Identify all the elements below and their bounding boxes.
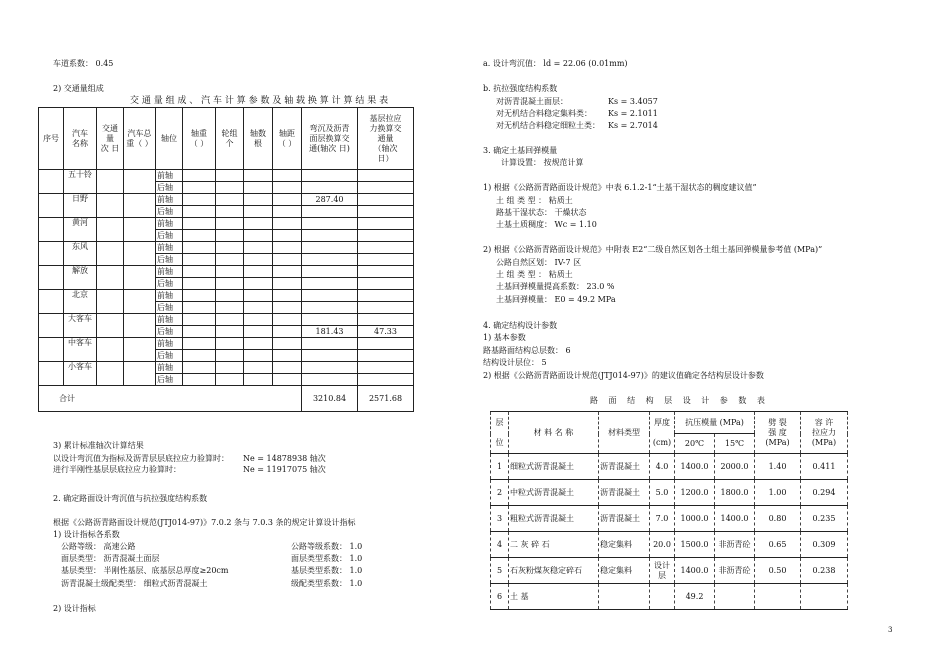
t1-empty-cell: [97, 338, 124, 362]
t1-seq-cell: [39, 242, 64, 266]
t1-header-cell: 汽车 名称: [64, 108, 97, 170]
vehicle-name: 东风: [64, 242, 97, 266]
modulus-20c: 1000.0: [675, 506, 715, 532]
traffic-table: [38, 107, 414, 412]
soil-modulus-item: 土 组 类 型 ： 粘质土: [496, 270, 573, 280]
vehicle-name: 大客车: [64, 314, 97, 338]
t2-header-type: 材料类型: [599, 412, 650, 454]
t1-empty-cell: [273, 278, 302, 290]
t1-empty-cell: [183, 230, 216, 242]
t2-header-material: 材 料 名 称: [509, 412, 599, 454]
tensile-equiv-traffic: [358, 242, 414, 254]
soil-state-paragraph: 1) 根据《公路沥青路面设计规范》中表 6.1.2-1“土基干湿状态的稠度建议值”: [483, 183, 757, 192]
t1-seq-cell: [39, 194, 64, 218]
material-type: 稳定集料: [599, 558, 650, 584]
t1-empty-cell: [244, 338, 273, 350]
material-name: 细粒式沥青混凝土: [509, 454, 599, 480]
deflection-equiv-traffic: [302, 290, 358, 302]
deflection-equiv-traffic: [302, 218, 358, 230]
t1-empty-cell: [244, 362, 273, 374]
deflection-equiv-traffic: [302, 230, 358, 242]
deflection-equiv-traffic: [302, 302, 358, 314]
axle-position: 后轴: [156, 182, 183, 194]
axle-position: 后轴: [156, 254, 183, 266]
t1-empty-cell: [216, 374, 244, 386]
section-3-heading: 3. 确定土基回弹模量: [483, 146, 558, 155]
allow-stress: 0.309: [801, 532, 848, 558]
vehicle-name: 北京: [64, 290, 97, 314]
axle-position: 后轴: [156, 302, 183, 314]
modulus-20c: 1200.0: [675, 480, 715, 506]
tensile-equiv-traffic: [358, 254, 414, 266]
t1-seq-cell: [39, 218, 64, 242]
t1-header-cell: 序号: [39, 108, 64, 170]
t1-empty-cell: [183, 206, 216, 218]
t1-empty-cell: [97, 314, 124, 338]
t2-row: [491, 584, 848, 610]
t1-seq-cell: [39, 170, 64, 194]
axle-position: 前轴: [156, 170, 183, 182]
t1-empty-cell: [97, 290, 124, 314]
t2-header-layer: 层 位: [491, 412, 509, 454]
lane-coefficient: 车道系数： 0.45: [53, 59, 114, 68]
deflection-equiv-traffic: [302, 338, 358, 350]
structure-coef-value: Ks = 2.1011: [608, 109, 658, 118]
axle-position: 前轴: [156, 266, 183, 278]
deflection-equiv-traffic: [302, 266, 358, 278]
tensile-equiv-traffic: [358, 314, 414, 326]
vehicle-name: 中客车: [64, 338, 97, 362]
t1-empty-cell: [183, 374, 216, 386]
layer-number: 4: [491, 532, 509, 558]
t1-empty-cell: [97, 194, 124, 218]
t1-empty-cell: [216, 194, 244, 206]
coef-item-label: 公路等级： 高速公路: [61, 542, 136, 551]
structure-coef-label: 对无机结合料稳定细粒土类：: [496, 121, 600, 130]
cumulative-heading: 3) 累计标准轴次计算结果: [53, 441, 144, 450]
soil-state-item: 土基土质稠度： Wc = 1.10: [496, 220, 597, 230]
layer-number: 2: [491, 480, 509, 506]
t1-empty-cell: [244, 206, 273, 218]
tensile-equiv-traffic: 47.33: [358, 326, 414, 338]
t1-empty-cell: [216, 254, 244, 266]
material-name: 粗粒式沥青混凝土: [509, 506, 599, 532]
t1-row: [39, 314, 414, 326]
split-strength: 0.65: [755, 532, 801, 558]
allow-stress: 0.235: [801, 506, 848, 532]
vehicle-name: 日野: [64, 194, 97, 218]
material-name: 石灰粉煤灰稳定碎石: [509, 558, 599, 584]
t1-empty-cell: [216, 290, 244, 302]
soil-state-item: 路基干湿状态： 干燥状态: [496, 208, 587, 218]
material-type: [599, 584, 650, 610]
t1-empty-cell: [183, 182, 216, 194]
tensile-equiv-traffic: [358, 194, 414, 206]
axle-position: 后轴: [156, 230, 183, 242]
coefficients-heading: 1) 设计指标各系数: [53, 530, 120, 539]
t1-empty-cell: [183, 314, 216, 326]
soil-modulus-item: 土基回弹模量： E0 = 49.2 MPa: [496, 294, 616, 304]
tensile-equiv-traffic: [358, 218, 414, 230]
layer-number: 6: [491, 584, 509, 610]
t1-empty-cell: [244, 266, 273, 278]
t1-empty-cell: [97, 170, 124, 194]
thickness: 4.0: [650, 454, 675, 480]
structure-coef-label: 对沥青混凝土面层：: [496, 97, 568, 106]
basis-text: 根据《公路沥青路面设计规范(JTJ014-97)》7.0.2 条与 7.0.3 条的规定计算设计指标: [53, 518, 356, 527]
table1-title: 交 通 量 组 成 、 汽 车 计 算 参 数 及 轴 载 换 算 计 算 结 果 表: [130, 96, 389, 106]
t1-empty-cell: [97, 242, 124, 266]
axle-position: 前轴: [156, 194, 183, 206]
material-type: 沥青混凝土: [599, 454, 650, 480]
t1-row: [39, 266, 414, 278]
t1-empty-cell: [216, 314, 244, 326]
axle-position: 后轴: [156, 374, 183, 386]
deflection-equiv-traffic: [302, 278, 358, 290]
structure-coef-value: Ks = 2.7014: [608, 121, 658, 130]
cumulative-row-2-label: 进行半刚性基层层底拉应力验算时：: [53, 465, 181, 474]
t1-row: [39, 290, 414, 302]
t1-header-cell: 基层拉应 力换算交 通量 （轴次 日）: [358, 108, 414, 170]
axle-position: 后轴: [156, 350, 183, 362]
t2-header-thickness: 厚度 (cm): [650, 412, 675, 454]
t2-row: [491, 532, 848, 558]
tensile-equiv-traffic: [358, 230, 414, 242]
t1-empty-cell: [273, 170, 302, 182]
t1-empty-cell: [183, 278, 216, 290]
thickness: 20.0: [650, 532, 675, 558]
total-label: 合计: [39, 386, 302, 412]
cumulative-row-1-value: Ne = 14878938 轴次: [243, 454, 326, 463]
t1-empty-cell: [124, 194, 156, 218]
t1-row: [39, 338, 414, 350]
deflection-equiv-traffic: [302, 350, 358, 362]
tensile-equiv-traffic: [358, 182, 414, 194]
design-index-heading: 2) 设计指标: [53, 604, 96, 613]
t1-seq-cell: [39, 362, 64, 386]
t1-seq-cell: [39, 338, 64, 362]
t1-empty-cell: [244, 314, 273, 326]
allow-stress: 0.238: [801, 558, 848, 584]
deflection-equiv-traffic: [302, 374, 358, 386]
section-4-heading: 4. 确定结构设计参数: [483, 321, 558, 330]
t1-header-cell: 轮组 个: [216, 108, 244, 170]
t1-empty-cell: [273, 362, 302, 374]
t1-empty-cell: [183, 194, 216, 206]
t1-empty-cell: [244, 230, 273, 242]
deflection-equiv-traffic: 181.43: [302, 326, 358, 338]
t1-empty-cell: [183, 350, 216, 362]
tensile-equiv-traffic: [358, 350, 414, 362]
tensile-equiv-traffic: [358, 302, 414, 314]
total-tensile-traffic: 2571.68: [358, 386, 414, 412]
t1-empty-cell: [244, 290, 273, 302]
t1-empty-cell: [273, 302, 302, 314]
layer-params-table: [490, 411, 848, 610]
t1-empty-cell: [183, 218, 216, 230]
section-2-heading: 2. 确定路面设计弯沉值与抗拉强度结构系数: [53, 494, 208, 503]
t1-empty-cell: [216, 338, 244, 350]
soil-modulus-item: 土基回弹模量提高系数： 23.0 %: [496, 282, 615, 292]
t2-header-modulus: 抗压模量 (MPa): [675, 412, 755, 434]
t1-empty-cell: [216, 230, 244, 242]
t2-header-split: 劈 裂 强 度 (MPa): [755, 412, 801, 454]
coef-item-label: 面层类型： 沥青混凝土面层: [61, 554, 160, 564]
coef-item-value: 面层类型系数： 1.0: [291, 554, 363, 564]
thickness: 7.0: [650, 506, 675, 532]
axle-position: 后轴: [156, 206, 183, 218]
t1-empty-cell: [97, 266, 124, 290]
split-strength: 1.00: [755, 480, 801, 506]
deflection-equiv-traffic: [302, 170, 358, 182]
deflection-equiv-traffic: [302, 242, 358, 254]
coef-item-value: 公路等级系数： 1.0: [291, 542, 363, 551]
material-name: 土 基: [509, 584, 599, 610]
traffic-heading: 2) 交通量组成: [53, 84, 104, 93]
tensile-equiv-traffic: [358, 338, 414, 350]
coef-item-value: 基层类型系数： 1.0: [291, 566, 363, 576]
coef-item-label: 沥青混凝土级配类型： 细粒式沥青混凝土: [61, 578, 208, 588]
deflection-equiv-traffic: [302, 314, 358, 326]
t1-row: [39, 170, 414, 182]
t1-empty-cell: [216, 350, 244, 362]
t1-empty-cell: [273, 326, 302, 338]
material-name: 中粒式沥青混凝土: [509, 480, 599, 506]
t2-header-allow: 容 许 拉应力 (MPa): [801, 412, 848, 454]
t1-empty-cell: [124, 290, 156, 314]
t1-empty-cell: [244, 302, 273, 314]
tensile-equiv-traffic: [358, 206, 414, 218]
coef-item-value: 级配类型系数： 1.0: [291, 578, 363, 588]
t1-empty-cell: [97, 218, 124, 242]
structure-coef-heading: b. 抗拉强度结构系数: [483, 84, 558, 93]
t1-empty-cell: [183, 302, 216, 314]
cumulative-row-1-label: 以设计弯沉值为指标及沥青层层底拉应力验算时：: [53, 454, 229, 463]
t1-empty-cell: [124, 314, 156, 338]
t1-empty-cell: [273, 290, 302, 302]
layer-number: 1: [491, 454, 509, 480]
split-strength: [755, 584, 801, 610]
t1-empty-cell: [273, 338, 302, 350]
t1-empty-cell: [273, 374, 302, 386]
cumulative-row-2-value: Ne = 11917075 轴次: [243, 465, 326, 474]
deflection-equiv-traffic: [302, 254, 358, 266]
vehicle-name: 解放: [64, 266, 97, 290]
t1-empty-cell: [216, 182, 244, 194]
t1-header-cell: 弯沉及沥青 面层换算交 通(轴次 日): [302, 108, 358, 170]
t1-empty-cell: [273, 182, 302, 194]
t1-empty-cell: [183, 266, 216, 278]
tensile-equiv-traffic: [358, 170, 414, 182]
axle-position: 后轴: [156, 326, 183, 338]
modulus-15c: 非沥青砼: [715, 558, 755, 584]
t1-empty-cell: [244, 194, 273, 206]
layer-params-paragraph: 2) 根据《公路沥青路面设计规范(JTJ014-97)》的建议值确定各结构层设计参数: [483, 371, 764, 380]
t1-row: [39, 194, 414, 206]
tensile-equiv-traffic: [358, 278, 414, 290]
t1-empty-cell: [183, 362, 216, 374]
axle-position: 前轴: [156, 314, 183, 326]
structure-coef-label: 对无机结合料稳定集料类：: [496, 109, 592, 118]
t1-empty-cell: [273, 230, 302, 242]
total-deflection-traffic: 3210.84: [302, 386, 358, 412]
vehicle-name: 小客车: [64, 362, 97, 386]
t1-empty-cell: [183, 242, 216, 254]
modulus-15c: 非沥青砼: [715, 532, 755, 558]
t1-empty-cell: [183, 290, 216, 302]
thickness: [650, 584, 675, 610]
t1-empty-cell: [244, 242, 273, 254]
soil-state-item: 土 组 类 型 ： 粘质土: [496, 196, 573, 205]
layer-number: 5: [491, 558, 509, 584]
soil-modulus-paragraph: 2) 根据《公路沥青路面设计规范》中附表 E2“二级自然区划各土组土基回弹模量参考值 (MPa)”: [483, 245, 823, 254]
material-type: 稳定集料: [599, 532, 650, 558]
t2-header-15c: 15℃: [715, 434, 755, 454]
t2-row: [491, 480, 848, 506]
t1-row: [39, 242, 414, 254]
tensile-equiv-traffic: [358, 290, 414, 302]
t1-seq-cell: [39, 266, 64, 290]
t1-empty-cell: [273, 206, 302, 218]
t1-empty-cell: [273, 218, 302, 230]
t1-empty-cell: [183, 170, 216, 182]
t1-empty-cell: [244, 278, 273, 290]
t1-empty-cell: [216, 266, 244, 278]
allow-stress: [801, 584, 848, 610]
t1-empty-cell: [216, 302, 244, 314]
t2-row: [491, 558, 848, 584]
layer-number: 3: [491, 506, 509, 532]
t1-seq-cell: [39, 290, 64, 314]
basic-params-heading: 1) 基本参数: [483, 333, 526, 342]
t1-empty-cell: [124, 266, 156, 290]
t1-header-cell: 轴位: [156, 108, 183, 170]
t1-empty-cell: [183, 254, 216, 266]
t1-row: [39, 218, 414, 230]
modulus-15c: 1400.0: [715, 506, 755, 532]
t2-row: [491, 454, 848, 480]
t1-empty-cell: [124, 170, 156, 194]
t1-empty-cell: [216, 242, 244, 254]
split-strength: 0.80: [755, 506, 801, 532]
t1-empty-cell: [244, 182, 273, 194]
t1-empty-cell: [273, 254, 302, 266]
t1-empty-cell: [244, 326, 273, 338]
t1-empty-cell: [244, 374, 273, 386]
axle-position: 前轴: [156, 242, 183, 254]
t1-empty-cell: [244, 350, 273, 362]
t1-empty-cell: [124, 362, 156, 386]
structure-coef-value: Ks = 3.4057: [608, 97, 658, 106]
design-deflection: a. 设计弯沉值： ld = 22.06 (0.01mm): [483, 59, 628, 68]
t1-empty-cell: [244, 254, 273, 266]
axle-position: 前轴: [156, 290, 183, 302]
split-strength: 1.40: [755, 454, 801, 480]
t1-empty-cell: [244, 170, 273, 182]
allow-stress: 0.411: [801, 454, 848, 480]
thickness: 5.0: [650, 480, 675, 506]
axle-position: 前轴: [156, 362, 183, 374]
coef-item-label: 基层类型： 半刚性基层、底基层总厚度≥20cm: [61, 566, 229, 576]
t1-empty-cell: [216, 206, 244, 218]
axle-position: 后轴: [156, 278, 183, 290]
t1-empty-cell: [216, 362, 244, 374]
deflection-equiv-traffic: [302, 362, 358, 374]
t1-header-cell: 轴重 （ ）: [183, 108, 216, 170]
t2-row: [491, 506, 848, 532]
allow-stress: 0.294: [801, 480, 848, 506]
t1-empty-cell: [273, 242, 302, 254]
total-layers: 路基路面结构总层数： 6: [483, 346, 571, 355]
deflection-equiv-traffic: [302, 206, 358, 218]
vehicle-name: 黄河: [64, 218, 97, 242]
material-type: 沥青混凝土: [599, 480, 650, 506]
tensile-equiv-traffic: [358, 374, 414, 386]
modulus-15c: 1800.0: [715, 480, 755, 506]
t1-header-cell: 汽车总 重（ ）: [124, 108, 156, 170]
t1-row: [39, 362, 414, 374]
vehicle-name: 五十铃: [64, 170, 97, 194]
calc-setting: 计算设置： 按规范计算: [501, 158, 584, 167]
tensile-equiv-traffic: [358, 362, 414, 374]
t1-empty-cell: [183, 338, 216, 350]
modulus-20c: 1400.0: [675, 454, 715, 480]
thickness: 设计层: [650, 558, 675, 584]
t1-empty-cell: [273, 314, 302, 326]
t1-empty-cell: [216, 326, 244, 338]
soil-modulus-item: 公路自然区划： IV-7 区: [496, 258, 582, 267]
t1-empty-cell: [97, 362, 124, 386]
t1-empty-cell: [124, 242, 156, 266]
split-strength: 0.50: [755, 558, 801, 584]
deflection-equiv-traffic: 287.40: [302, 194, 358, 206]
t1-empty-cell: [124, 338, 156, 362]
tensile-equiv-traffic: [358, 266, 414, 278]
deflection-equiv-traffic: [302, 182, 358, 194]
table2-title: 路 面 结 构 层 设 计 参 数 表: [590, 396, 769, 405]
modulus-15c: 2000.0: [715, 454, 755, 480]
t1-empty-cell: [124, 218, 156, 242]
modulus-20c: 1400.0: [675, 558, 715, 584]
modulus-15c: [715, 584, 755, 610]
material-name: 二 灰 碎 石: [509, 532, 599, 558]
t1-header-cell: 交通 量 次 日: [97, 108, 124, 170]
t1-header-cell: 轴距 （ ）: [273, 108, 302, 170]
modulus-20c: 1500.0: [675, 532, 715, 558]
page-number: 3: [888, 626, 893, 634]
modulus-20c: 49.2: [675, 584, 715, 610]
t1-header-cell: 轴数 根: [244, 108, 273, 170]
t1-seq-cell: [39, 314, 64, 338]
axle-position: 前轴: [156, 338, 183, 350]
t1-empty-cell: [273, 194, 302, 206]
material-type: 沥青混凝土: [599, 506, 650, 532]
t1-empty-cell: [244, 218, 273, 230]
t1-empty-cell: [273, 350, 302, 362]
axle-position: 前轴: [156, 218, 183, 230]
t2-header-20c: 20℃: [675, 434, 715, 454]
t1-empty-cell: [216, 170, 244, 182]
t1-empty-cell: [216, 218, 244, 230]
t1-empty-cell: [183, 326, 216, 338]
t1-empty-cell: [273, 266, 302, 278]
design-layer: 结构设计层位： 5: [483, 358, 547, 367]
t1-empty-cell: [216, 278, 244, 290]
